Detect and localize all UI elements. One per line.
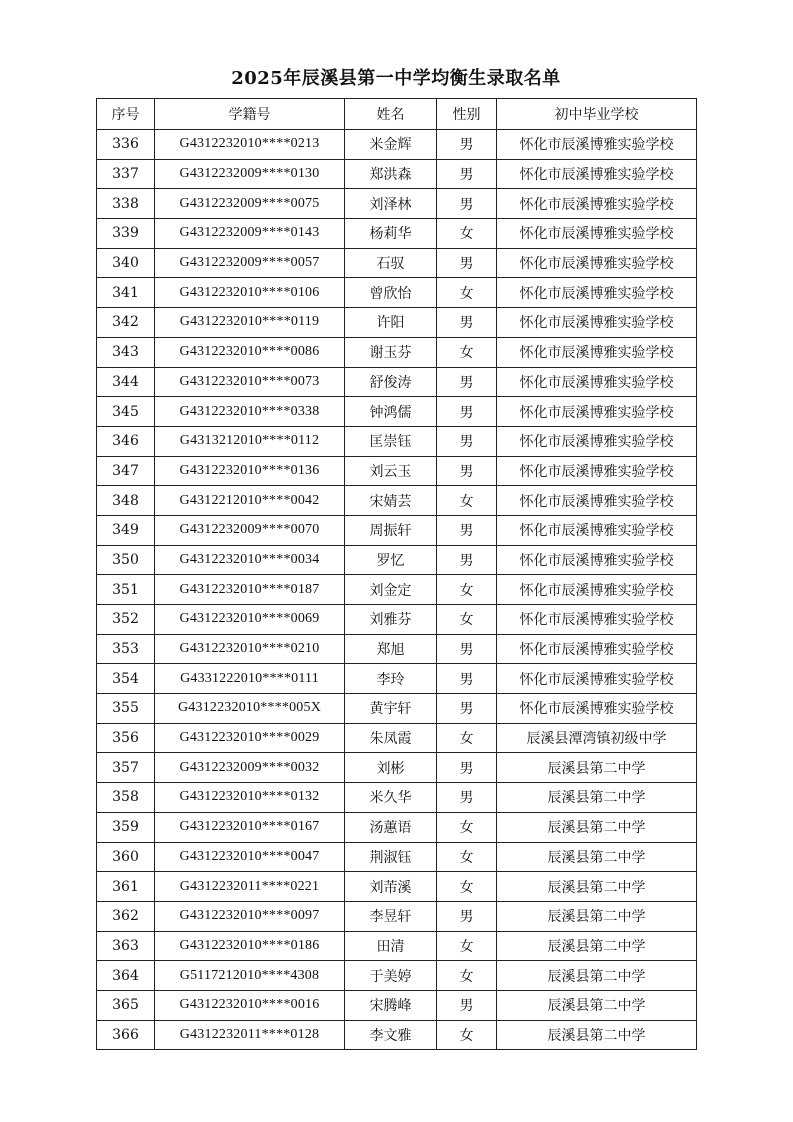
cell-name: 周振轩	[345, 515, 437, 545]
cell-student-id: G4312232010****0086	[155, 337, 345, 367]
cell-number: 344	[97, 367, 155, 397]
cell-gender: 男	[437, 308, 497, 338]
table-row	[97, 694, 697, 724]
cell-gender: 男	[437, 545, 497, 575]
cell-gender: 男	[437, 189, 497, 219]
cell-school: 怀化市辰溪博雅实验学校	[497, 426, 697, 456]
cell-name: 于美婷	[345, 961, 437, 991]
cell-school: 辰溪县第二中学	[497, 901, 697, 931]
cell-gender: 女	[437, 723, 497, 753]
cell-gender: 女	[437, 812, 497, 842]
cell-name: 米久华	[345, 783, 437, 813]
header-school: 初中毕业学校	[497, 99, 697, 130]
cell-name: 宋腾峰	[345, 990, 437, 1020]
cell-number: 345	[97, 397, 155, 427]
cell-name: 谢玉芬	[345, 337, 437, 367]
cell-school: 辰溪县第二中学	[497, 753, 697, 783]
cell-gender: 女	[437, 605, 497, 635]
cell-gender: 男	[437, 159, 497, 189]
cell-student-id: G4312232009****0075	[155, 189, 345, 219]
cell-school: 怀化市辰溪博雅实验学校	[497, 694, 697, 724]
table-row	[97, 753, 697, 783]
cell-student-id: G4312232011****0128	[155, 1020, 345, 1050]
table-row	[97, 278, 697, 308]
table-row	[97, 219, 697, 249]
cell-number: 342	[97, 308, 155, 338]
cell-gender: 男	[437, 456, 497, 486]
cell-number: 362	[97, 901, 155, 931]
cell-student-id: G4312232010****0213	[155, 130, 345, 160]
cell-number: 364	[97, 961, 155, 991]
table-row	[97, 842, 697, 872]
cell-number: 358	[97, 783, 155, 813]
cell-gender: 女	[437, 931, 497, 961]
cell-number: 350	[97, 545, 155, 575]
cell-student-id: G4312232009****0057	[155, 248, 345, 278]
cell-number: 360	[97, 842, 155, 872]
table-row	[97, 634, 697, 664]
table-row	[97, 426, 697, 456]
cell-school: 辰溪县第二中学	[497, 931, 697, 961]
cell-school: 辰溪县第二中学	[497, 961, 697, 991]
cell-gender: 女	[437, 575, 497, 605]
cell-school: 怀化市辰溪博雅实验学校	[497, 308, 697, 338]
document-title: 2025年辰溪县第一中学均衡生录取名单	[231, 68, 561, 89]
cell-student-id: G4312212010****0042	[155, 486, 345, 516]
cell-number: 359	[97, 812, 155, 842]
cell-number: 356	[97, 723, 155, 753]
cell-name: 汤蕙语	[345, 812, 437, 842]
cell-gender: 男	[437, 515, 497, 545]
cell-student-id: G4312232010****0119	[155, 308, 345, 338]
cell-number: 336	[97, 130, 155, 160]
table-row	[97, 872, 697, 902]
cell-student-id: G4312232010****0338	[155, 397, 345, 427]
cell-student-id: G4312232010****0186	[155, 931, 345, 961]
table-row	[97, 605, 697, 635]
cell-gender: 男	[437, 634, 497, 664]
cell-student-id: G4312232010****0106	[155, 278, 345, 308]
cell-student-id: G4312232010****0187	[155, 575, 345, 605]
cell-student-id: G4312232010****005X	[155, 694, 345, 724]
cell-number: 341	[97, 278, 155, 308]
cell-student-id: G4312232010****0132	[155, 783, 345, 813]
table-row	[97, 308, 697, 338]
cell-school: 怀化市辰溪博雅实验学校	[497, 605, 697, 635]
cell-gender: 女	[437, 872, 497, 902]
table-row	[97, 723, 697, 753]
cell-number: 346	[97, 426, 155, 456]
cell-gender: 女	[437, 278, 497, 308]
cell-number: 351	[97, 575, 155, 605]
cell-school: 怀化市辰溪博雅实验学校	[497, 189, 697, 219]
cell-student-id: G4312232010****0167	[155, 812, 345, 842]
cell-number: 338	[97, 189, 155, 219]
cell-name: 钟鸿儒	[345, 397, 437, 427]
table-row	[97, 961, 697, 991]
table-row	[97, 990, 697, 1020]
table-row	[97, 1020, 697, 1050]
cell-number: 357	[97, 753, 155, 783]
header-gender: 性别	[437, 99, 497, 130]
cell-school: 怀化市辰溪博雅实验学校	[497, 248, 697, 278]
cell-gender: 男	[437, 901, 497, 931]
cell-student-id: G4312232010****0069	[155, 605, 345, 635]
cell-student-id: G4312232010****0210	[155, 634, 345, 664]
cell-student-id: G4312232009****0143	[155, 219, 345, 249]
cell-student-id: G4312232010****0136	[155, 456, 345, 486]
cell-student-id: G4312232010****0047	[155, 842, 345, 872]
cell-number: 339	[97, 219, 155, 249]
cell-gender: 男	[437, 664, 497, 694]
cell-number: 349	[97, 515, 155, 545]
cell-name: 郑洪森	[345, 159, 437, 189]
cell-name: 曾欣怡	[345, 278, 437, 308]
cell-school: 辰溪县第二中学	[497, 990, 697, 1020]
admission-table	[96, 98, 697, 1050]
header-number: 序号	[97, 99, 155, 130]
cell-student-id: G4312232010****0097	[155, 901, 345, 931]
cell-number: 361	[97, 872, 155, 902]
table-row	[97, 812, 697, 842]
table-row	[97, 189, 697, 219]
table-row	[97, 931, 697, 961]
cell-number: 363	[97, 931, 155, 961]
cell-school: 怀化市辰溪博雅实验学校	[497, 219, 697, 249]
table-row	[97, 130, 697, 160]
cell-gender: 男	[437, 426, 497, 456]
table-row	[97, 575, 697, 605]
cell-gender: 女	[437, 1020, 497, 1050]
cell-name: 刘彬	[345, 753, 437, 783]
cell-gender: 女	[437, 842, 497, 872]
table-row	[97, 664, 697, 694]
cell-number: 340	[97, 248, 155, 278]
cell-school: 怀化市辰溪博雅实验学校	[497, 515, 697, 545]
cell-school: 怀化市辰溪博雅实验学校	[497, 278, 697, 308]
cell-gender: 男	[437, 783, 497, 813]
cell-name: 李玲	[345, 664, 437, 694]
cell-name: 李文雅	[345, 1020, 437, 1050]
cell-number: 347	[97, 456, 155, 486]
cell-name: 杨莉华	[345, 219, 437, 249]
cell-school: 辰溪县第二中学	[497, 1020, 697, 1050]
cell-student-id: G4331222010****0111	[155, 664, 345, 694]
cell-number: 365	[97, 990, 155, 1020]
cell-school: 怀化市辰溪博雅实验学校	[497, 486, 697, 516]
cell-gender: 男	[437, 990, 497, 1020]
cell-student-id: G4313212010****0112	[155, 426, 345, 456]
cell-school: 辰溪县潭湾镇初级中学	[497, 723, 697, 753]
cell-gender: 男	[437, 753, 497, 783]
cell-name: 田清	[345, 931, 437, 961]
cell-number: 352	[97, 605, 155, 635]
table-row	[97, 515, 697, 545]
cell-number: 337	[97, 159, 155, 189]
cell-school: 辰溪县第二中学	[497, 842, 697, 872]
cell-number: 343	[97, 337, 155, 367]
cell-gender: 女	[437, 219, 497, 249]
table-row	[97, 901, 697, 931]
cell-number: 353	[97, 634, 155, 664]
cell-school: 怀化市辰溪博雅实验学校	[497, 159, 697, 189]
table-row	[97, 337, 697, 367]
cell-school: 怀化市辰溪博雅实验学校	[497, 397, 697, 427]
cell-number: 348	[97, 486, 155, 516]
cell-school: 辰溪县第二中学	[497, 812, 697, 842]
cell-number: 355	[97, 694, 155, 724]
cell-gender: 女	[437, 337, 497, 367]
cell-student-id: G4312232009****0032	[155, 753, 345, 783]
table-row	[97, 486, 697, 516]
cell-name: 米金辉	[345, 130, 437, 160]
cell-name: 荆淑钰	[345, 842, 437, 872]
cell-school: 怀化市辰溪博雅实验学校	[497, 575, 697, 605]
cell-name: 刘雅芬	[345, 605, 437, 635]
table-row	[97, 545, 697, 575]
cell-name: 刘芾溪	[345, 872, 437, 902]
cell-school: 怀化市辰溪博雅实验学校	[497, 456, 697, 486]
cell-school: 怀化市辰溪博雅实验学校	[497, 337, 697, 367]
cell-name: 刘金定	[345, 575, 437, 605]
cell-student-id: G4312232009****0130	[155, 159, 345, 189]
cell-name: 宋婧芸	[345, 486, 437, 516]
cell-gender: 男	[437, 367, 497, 397]
cell-gender: 女	[437, 961, 497, 991]
cell-school: 怀化市辰溪博雅实验学校	[497, 664, 697, 694]
cell-student-id: G5117212010****4308	[155, 961, 345, 991]
cell-name: 李昱轩	[345, 901, 437, 931]
cell-name: 匡崇钰	[345, 426, 437, 456]
cell-name: 刘云玉	[345, 456, 437, 486]
cell-school: 怀化市辰溪博雅实验学校	[497, 545, 697, 575]
table-row	[97, 397, 697, 427]
cell-name: 许阳	[345, 308, 437, 338]
cell-gender: 男	[437, 248, 497, 278]
table-body	[97, 130, 697, 1050]
cell-name: 黄宇轩	[345, 694, 437, 724]
cell-student-id: G4312232010****0016	[155, 990, 345, 1020]
table-header-row	[97, 99, 697, 130]
cell-gender: 男	[437, 130, 497, 160]
cell-student-id: G4312232011****0221	[155, 872, 345, 902]
cell-school: 怀化市辰溪博雅实验学校	[497, 130, 697, 160]
cell-school: 辰溪县第二中学	[497, 783, 697, 813]
cell-name: 刘泽林	[345, 189, 437, 219]
table-row	[97, 456, 697, 486]
cell-student-id: G4312232010****0029	[155, 723, 345, 753]
table-row	[97, 367, 697, 397]
cell-gender: 女	[437, 486, 497, 516]
cell-name: 舒俊涛	[345, 367, 437, 397]
header-name: 姓名	[345, 99, 437, 130]
cell-number: 366	[97, 1020, 155, 1050]
table-row	[97, 248, 697, 278]
table-row	[97, 159, 697, 189]
header-student-id: 学籍号	[155, 99, 345, 130]
cell-school: 怀化市辰溪博雅实验学校	[497, 634, 697, 664]
cell-name: 朱凤霞	[345, 723, 437, 753]
cell-student-id: G4312232009****0070	[155, 515, 345, 545]
cell-school: 怀化市辰溪博雅实验学校	[497, 367, 697, 397]
cell-school: 辰溪县第二中学	[497, 872, 697, 902]
cell-name: 石驭	[345, 248, 437, 278]
cell-gender: 男	[437, 694, 497, 724]
cell-name: 郑旭	[345, 634, 437, 664]
cell-number: 354	[97, 664, 155, 694]
table-row	[97, 783, 697, 813]
cell-student-id: G4312232010****0034	[155, 545, 345, 575]
cell-name: 罗忆	[345, 545, 437, 575]
cell-gender: 男	[437, 397, 497, 427]
cell-student-id: G4312232010****0073	[155, 367, 345, 397]
